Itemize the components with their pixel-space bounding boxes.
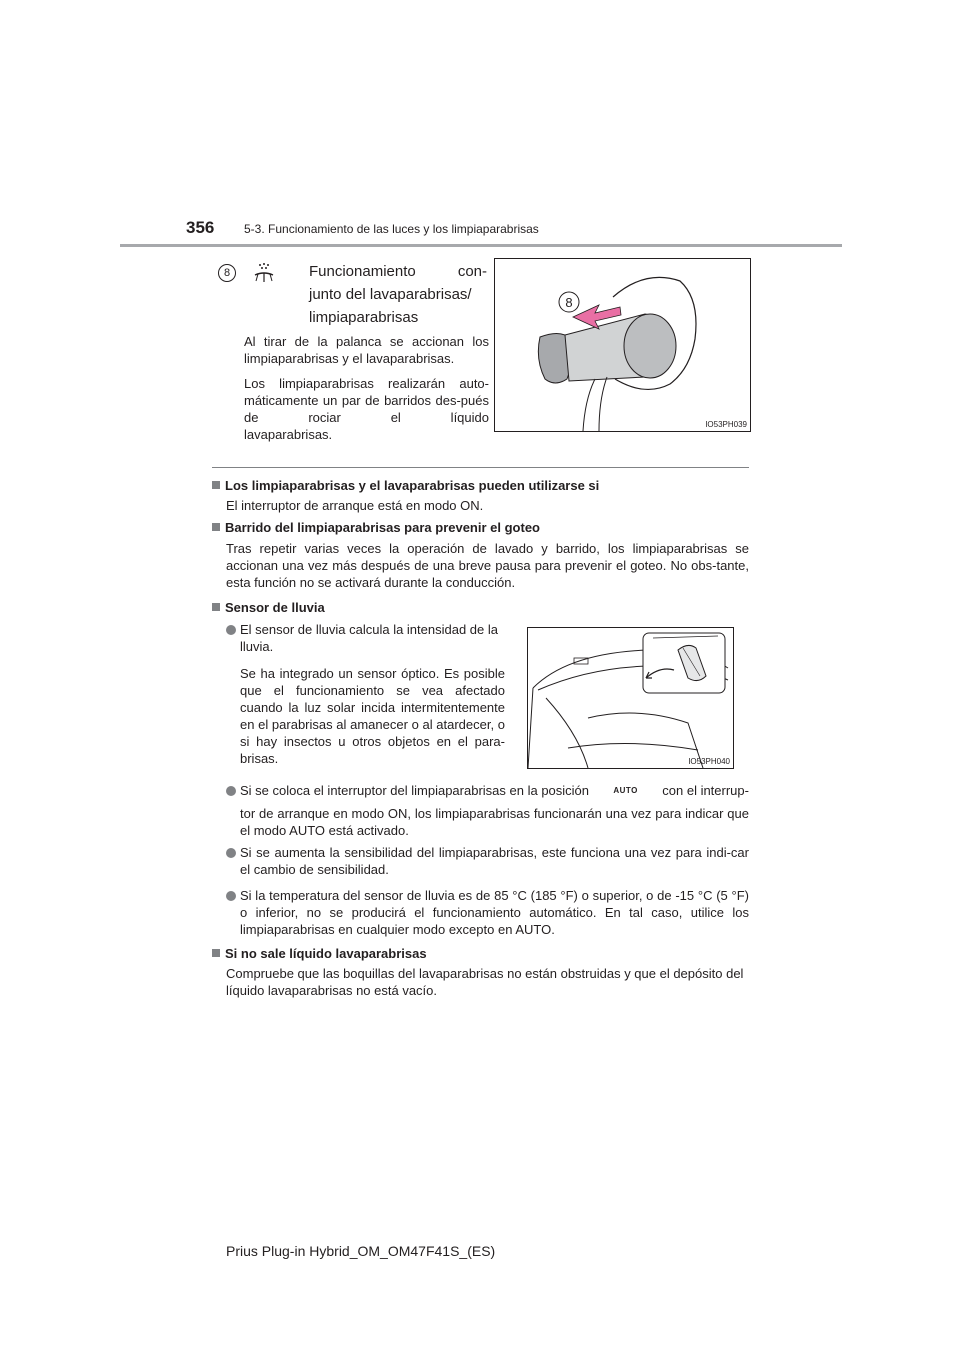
section-heading: Los limpiaparabrisas y el lavaparabrisas pueden utilizarse si [212, 478, 599, 493]
item-title: Funcionamiento con- junto del lavaparabrisas/ limpiaparabrisas [309, 263, 487, 326]
rain-sensor-illustration [528, 628, 733, 768]
bullet-subtext: Se ha integrado un sensor óptico. Es posible que el funcionamiento se vea afectado cuando la luz solar incida intermitentemente en el parabrisas al amanecer o al atardecer, o si hay insectos u otros objetos en el para-brisas. [240, 666, 505, 766]
section-title: 5-3. Funcionamiento de las luces y los limpiaparabrisas [244, 222, 539, 236]
item-description: Al tirar de la palanca se accionan los limpiaparabrisas y el lavaparabrisas. [244, 334, 489, 366]
section-heading: Sensor de lluvia [212, 600, 325, 615]
figure-id: IO53PH039 [705, 420, 747, 429]
section-divider [212, 467, 749, 468]
bullet [226, 848, 236, 858]
bullet-text: El sensor de lluvia calcula la intensidad de la lluvia. [240, 622, 498, 654]
bullet-text: Si la temperatura del sensor de lluvia es de 85 °C (185 °F) o superior, o de -15 °C (5 °F) o inferior, no se producirá el funcionamiento automático. En tal caso, utilice los limpiaparabrisas en cualquier modo excepto en AUTO. [240, 888, 749, 937]
bullet [226, 625, 236, 635]
section-heading: Barrido del limpiaparabrisas para prevenir el goteo [212, 520, 540, 535]
bullet [226, 786, 236, 796]
figure-id: IO53PH040 [688, 757, 730, 766]
footer-doc-id: Prius Plug-in Hybrid_OM_OM47F41S_(ES) [226, 1243, 496, 1259]
section-body: Compruebe que las boquillas del lavaparabrisas no están obstruidas y que el depósito del líquido lavaparabrisas no está vacío. [226, 966, 744, 998]
section-body: El interruptor de arranque está en modo ON. [226, 498, 484, 513]
section-heading: Si no sale líquido lavaparabrisas [212, 946, 427, 961]
rain-sensor-figure [527, 627, 734, 769]
bullet-text: Si se aumenta la sensibilidad del limpiaparabrisas, este funciona una vez para indi-car el cambio de sensibilidad. [240, 845, 749, 877]
item-auto-sweep-note: Los limpiaparabrisas realizarán auto-máticamente un par de barridos des-pués de rociar el líquido lavaparabrisas. [244, 376, 489, 442]
figure-callout: 8 [565, 295, 573, 310]
header-rule [120, 244, 842, 247]
washer-icon [252, 262, 276, 284]
item-number-badge: 8 [218, 264, 236, 282]
bullet [226, 891, 236, 901]
wiper-lever-figure [494, 258, 751, 432]
bullet-text: Si se coloca el interruptor del limpiaparabrisas en la posición AUTO con el interrup- [240, 783, 749, 798]
section-body: Tras repetir varias veces la operación de lavado y barrido, los limpiaparabrisas se accionan una vez más después de una breve pausa para prevenir el goteo. No obs-tante, esta función no se activará durante la conducción. [226, 541, 749, 590]
page-number: 356 [186, 218, 215, 237]
bullet-text-cont: tor de arranque en modo ON, los limpiaparabrisas funcionarán una vez para indicar que el modo AUTO está activado. [240, 806, 749, 838]
auto-symbol: AUTO [613, 786, 638, 795]
wiper-lever-illustration [495, 259, 750, 431]
